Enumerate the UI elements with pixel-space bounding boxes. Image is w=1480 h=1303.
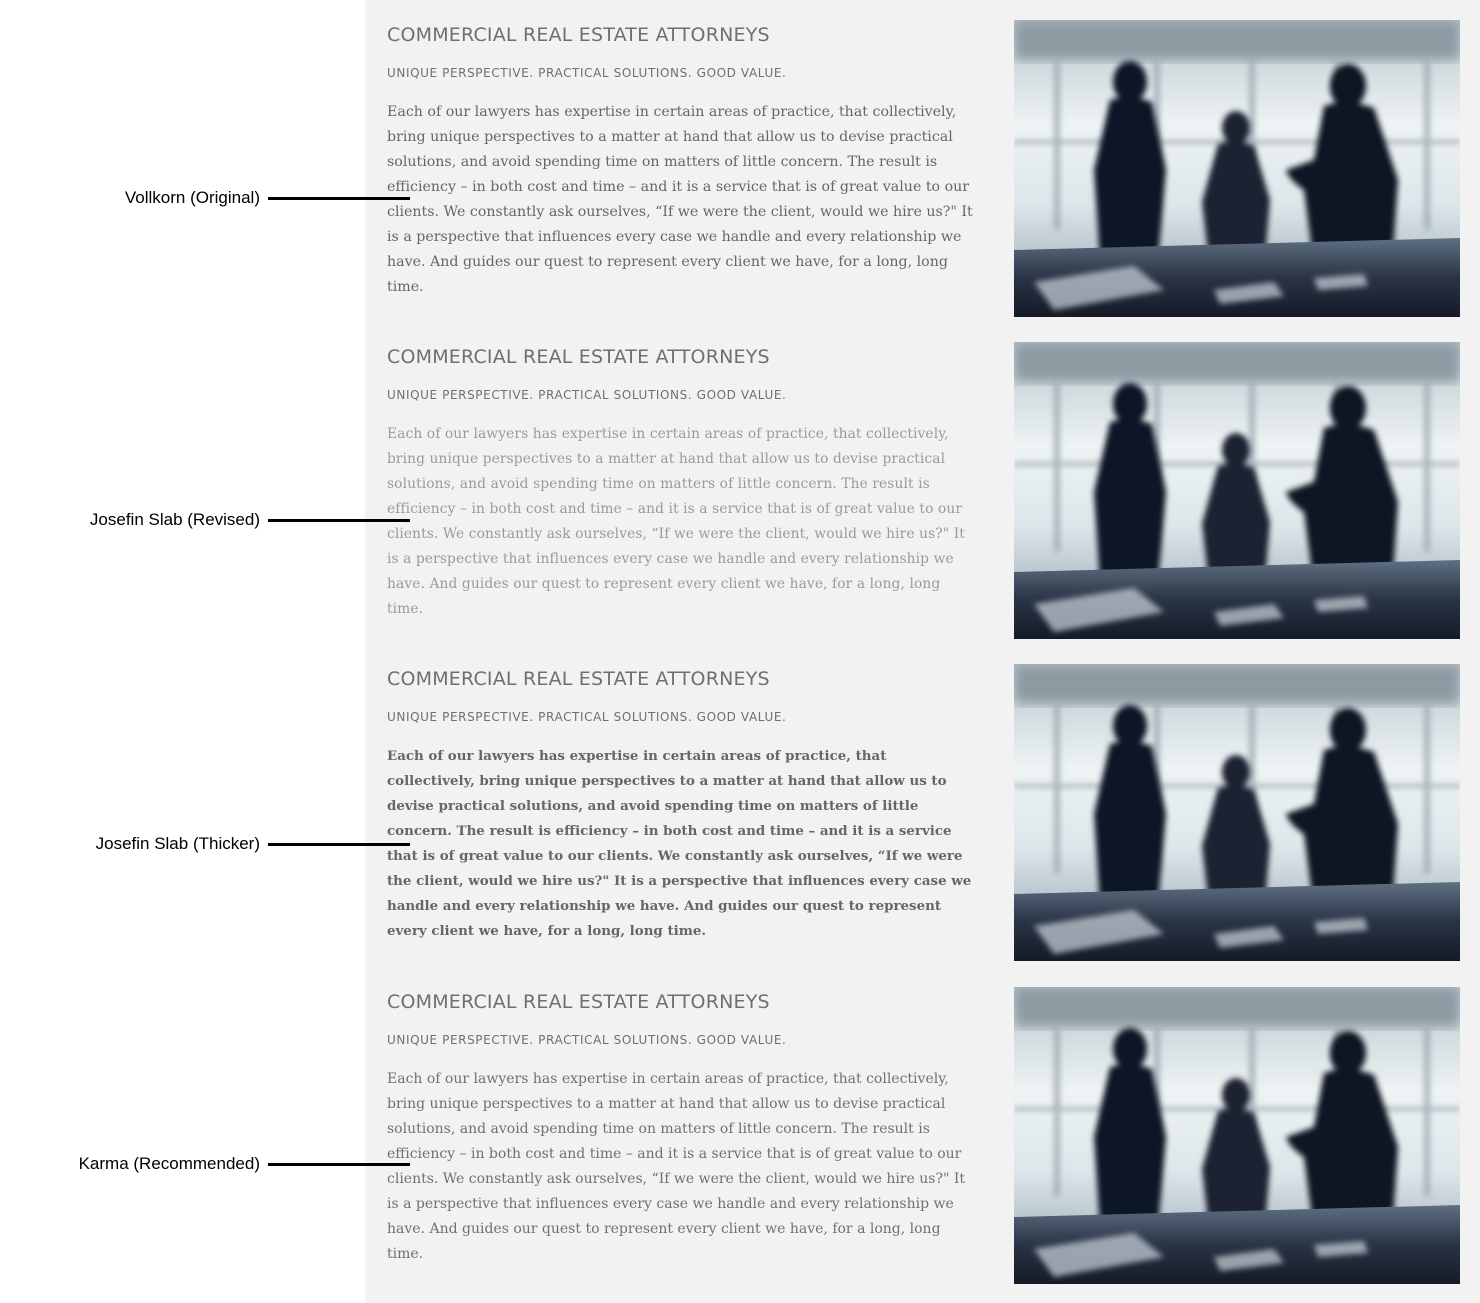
section-subheading: UNIQUE PERSPECTIVE. PRACTICAL SOLUTIONS. GOOD VALUE. — [387, 1033, 787, 1047]
font-sample-karma — [0, 967, 1480, 1289]
body-paragraph: Each of our lawyers has expertise in certain areas of practice, that collectively, bring unique perspectives to a matter at hand that allow us to devise practical solutions, and avoid spending time on matters of little concern. The result is efficiency – in both cost and time – and it is a service that is of great value to our clients. We constantly ask ourselves, “If we were the client, would we hire us?" It is a perspective that influences every case we handle and every relationship we have. And guides our quest to represent every client we have, for a long, long time. — [387, 104, 973, 295]
office-meeting-photo — [1014, 20, 1460, 317]
body-paragraph: Each of our lawyers has expertise in certain areas of practice, that collectively, bring unique perspectives to a matter at hand that allow us to devise practical solutions, and avoid spending time on matters of little concern. The result is efficiency – in both cost and time – and it is a service that is of great value to our clients. We constantly ask ourselves, “If we were the client, would we hire us?" It is a perspective that influences every case we handle and every relationship we have. And guides our quest to represent every client we have, for a long, long time. — [387, 1071, 965, 1262]
font-sample-josefin-thicker — [0, 644, 1480, 966]
font-sample-vollkorn — [0, 0, 1480, 322]
office-meeting-photo — [1014, 987, 1460, 1284]
body-paragraph: Each of our lawyers has expertise in certain areas of practice, that collectively, bring unique perspectives to a matter at hand that allow us to devise practical solutions, and avoid spending time on matters of little concern. The result is efficiency – in both cost and time – and it is a service that is of great value to our clients. We constantly ask ourselves, “If we were the client, would we hire us?" It is a perspective that influences every case we handle and every relationship we have. And guides our quest to represent every client we have, for a long, long time. — [387, 426, 965, 617]
section-heading: COMMERCIAL REAL ESTATE ATTORNEYS — [387, 346, 770, 368]
section-subheading: UNIQUE PERSPECTIVE. PRACTICAL SOLUTIONS. GOOD VALUE. — [387, 710, 787, 724]
callout-label: Karma (Recommended) — [78, 1154, 260, 1173]
office-meeting-photo — [1014, 664, 1460, 961]
callout-label: Josefin Slab (Revised) — [89, 510, 260, 529]
body-paragraph: Each of our lawyers has expertise in certain areas of practice, that collectively, bring unique perspectives to a matter at hand that allow us to devise practical solutions, and avoid spending time on matters of little concern. The result is efficiency – in both cost and time – and it is a service that is of great value to our clients. We constantly ask ourselves, “If we were the client, would we hire us?" It is a perspective that influences every case we handle and every relationship we have. And guides our quest to represent every client we have, for a long, long time. — [387, 748, 972, 939]
font-sample-josefin-revised — [0, 322, 1480, 644]
section-heading: COMMERCIAL REAL ESTATE ATTORNEYS — [387, 24, 770, 46]
section-heading: COMMERCIAL REAL ESTATE ATTORNEYS — [387, 991, 770, 1013]
callout-label: Vollkorn (Original) — [124, 188, 260, 207]
section-heading: COMMERCIAL REAL ESTATE ATTORNEYS — [387, 668, 770, 690]
section-subheading: UNIQUE PERSPECTIVE. PRACTICAL SOLUTIONS. GOOD VALUE. — [387, 66, 787, 80]
callout-label: Josefin Slab (Thicker) — [95, 834, 260, 853]
section-subheading: UNIQUE PERSPECTIVE. PRACTICAL SOLUTIONS. GOOD VALUE. — [387, 388, 787, 402]
office-meeting-photo — [1014, 342, 1460, 639]
